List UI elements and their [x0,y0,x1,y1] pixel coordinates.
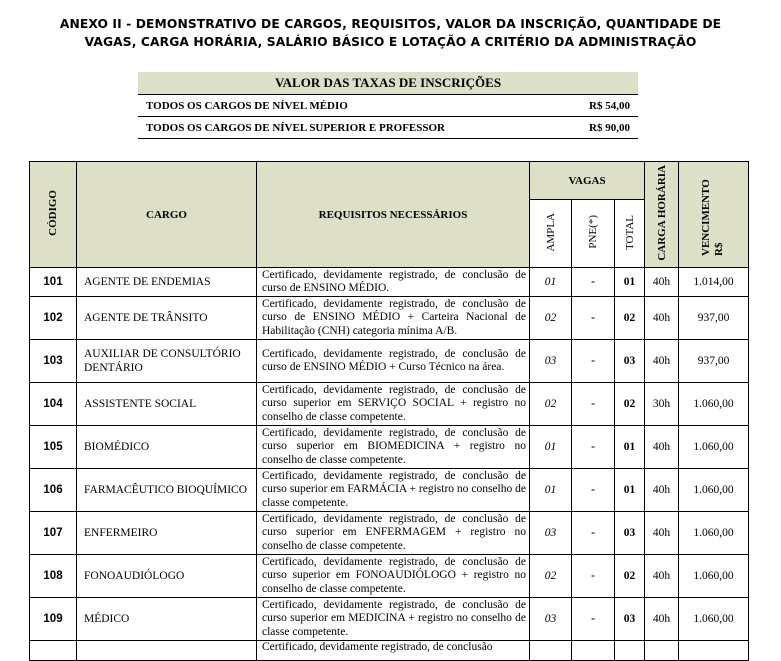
row-vencimento: 1.060,00 [679,469,749,512]
row-vencimento: 1.014,00 [679,268,749,297]
table-row [30,598,749,641]
row-ampla: 03 [530,512,572,555]
row-total: 01 [615,469,645,512]
row-carga: 40h [645,268,679,297]
row-vencimento: 937,00 [679,340,749,383]
row-total: 02 [615,297,645,340]
header-vencimento: VENCIMENTO R$ [679,162,749,268]
row-codigo: 104 [30,383,77,426]
header-carga: CARGA HORÁRIA [645,162,679,268]
fees-row-value: R$ 54,00 [569,95,638,117]
positions-table [29,161,749,661]
row-carga: 40h [645,340,679,383]
row-total: 03 [615,512,645,555]
page-title-line1: ANEXO II - DEMONSTRATIVO DE CARGOS, REQUISITOS, VALOR DA INSCRIÇÃO, QUANTIDADE DE [59,17,722,31]
row-ampla: 01 [530,426,572,469]
fees-row-value: R$ 90,00 [569,117,638,139]
row-total: 03 [615,340,645,383]
row-carga: 40h [645,598,679,641]
row-cargo: FARMACÊUTICO BIOQUÍMICO [77,469,257,512]
row-pne: - [572,598,615,641]
row-codigo: 106 [30,469,77,512]
row-requisitos: Certificado, devidamente registrado, de conclusão de curso superior em ENFERMAGEM + registro no conselho de classe competente. [257,512,530,555]
fees-row-label: TODOS OS CARGOS DE NÍVEL MÉDIO [138,95,569,117]
fees-row [138,95,638,117]
row-carga: 40h [645,297,679,340]
row-ampla: 02 [530,555,572,598]
table-row [30,555,749,598]
row-total: 02 [615,383,645,426]
row-vencimento: 1.060,00 [679,426,749,469]
row-cargo: BIOMÉDICO [77,426,257,469]
row-total: 02 [615,555,645,598]
header-cargo: CARGO [77,162,257,268]
row-total: 01 [615,426,645,469]
row-requisitos: Certificado, devidamente registrado, de conclusão de curso de ENSINO MÉDIO. [257,268,530,297]
row-requisitos: Certificado, devidamente registrado, de conclusão de curso superior em BIOMEDICINA + registro no conselho de classe competente. [257,426,530,469]
row-ampla: 02 [530,297,572,340]
row-carga: 40h [645,555,679,598]
row-requisitos: Certificado, devidamente registrado, de conclusão de curso superior em FARMÁCIA + registro no conselho de classe competente. [257,469,530,512]
row-total: 03 [615,598,645,641]
row-codigo: 109 [30,598,77,641]
row-carga: 30h [645,383,679,426]
row-pne: - [572,383,615,426]
row-cargo: AUXILIAR DE CONSULTÓRIO DENTÁRIO [77,340,257,383]
row-ampla: 03 [530,340,572,383]
row-vencimento: 937,00 [679,297,749,340]
table-row [30,469,749,512]
row-codigo: 105 [30,426,77,469]
header-codigo: CÓDIGO [30,162,77,268]
row-cargo: ASSISTENTE SOCIAL [77,383,257,426]
row-ampla: 03 [530,598,572,641]
row-cargo: AGENTE DE TRÂNSITO [77,297,257,340]
fees-row-label: TODOS OS CARGOS DE NÍVEL SUPERIOR E PROFESSOR [138,117,569,139]
table-row [30,512,749,555]
fees-row [138,117,638,139]
row-requisitos: Certificado, devidamente registrado, de conclusão de curso de ENSINO MÉDIO + Curso Técnico na área. [257,340,530,383]
table-row-partial [30,641,749,661]
row-ampla: 02 [530,383,572,426]
row-requisitos: Certificado, devidamente registrado, de conclusão [257,641,530,661]
row-carga: 40h [645,469,679,512]
row-codigo: 102 [30,297,77,340]
row-requisitos: Certificado, devidamente registrado, de conclusão de curso superior em FONOAUDIÓLOGO + registro no conselho de classe competente. [257,555,530,598]
row-ampla: 01 [530,268,572,297]
row-total: 01 [615,268,645,297]
table-row [30,297,749,340]
row-vencimento: 1.060,00 [679,383,749,426]
row-pne: - [572,340,615,383]
row-pne: - [572,268,615,297]
row-codigo: 101 [30,268,77,297]
fees-title: VALOR DAS TAXAS DE INSCRIÇÕES [138,72,638,95]
row-requisitos: Certificado, devidamente registrado, de conclusão de curso de ENSINO MÉDIO + Carteira Nacional de Habilitação (CNH) categoria mínima A/B. [257,297,530,340]
row-cargo: AGENTE DE ENDEMIAS [77,268,257,297]
row-pne: - [572,512,615,555]
row-vencimento: 1.060,00 [679,598,749,641]
header-pne: PNE(*) [572,200,615,268]
table-row [30,383,749,426]
row-vencimento: 1.060,00 [679,512,749,555]
header-requisitos: REQUISITOS NECESSÁRIOS [257,162,530,268]
page-title-line2: VAGAS, CARGA HORÁRIA, SALÁRIO BÁSICO E LOTAÇÃO A CRITÉRIO DA ADMINISTRAÇÃO [84,35,697,49]
row-requisitos: Certificado, devidamente registrado, de conclusão de curso superior em MEDICINA + registro no conselho de classe competente. [257,598,530,641]
fees-table [138,72,638,139]
row-codigo: 107 [30,512,77,555]
header-vagas: VAGAS [530,162,645,200]
header-total: TOTAL [615,200,645,268]
row-pne: - [572,426,615,469]
row-codigo: 108 [30,555,77,598]
row-pne: - [572,297,615,340]
header-ampla: AMPLA [530,200,572,268]
row-codigo: 103 [30,340,77,383]
row-cargo: FONOAUDIÓLOGO [77,555,257,598]
row-requisitos: Certificado, devidamente registrado, de conclusão de curso superior em SERVIÇO SOCIAL + registro no conselho de classe competente. [257,383,530,426]
row-vencimento: 1.060,00 [679,555,749,598]
row-carga: 40h [645,426,679,469]
table-row [30,268,749,297]
row-pne: - [572,555,615,598]
row-pne: - [572,469,615,512]
table-row [30,426,749,469]
row-cargo: MÉDICO [77,598,257,641]
row-ampla: 01 [530,469,572,512]
row-cargo: ENFERMEIRO [77,512,257,555]
table-row [30,340,749,383]
row-carga: 40h [645,512,679,555]
